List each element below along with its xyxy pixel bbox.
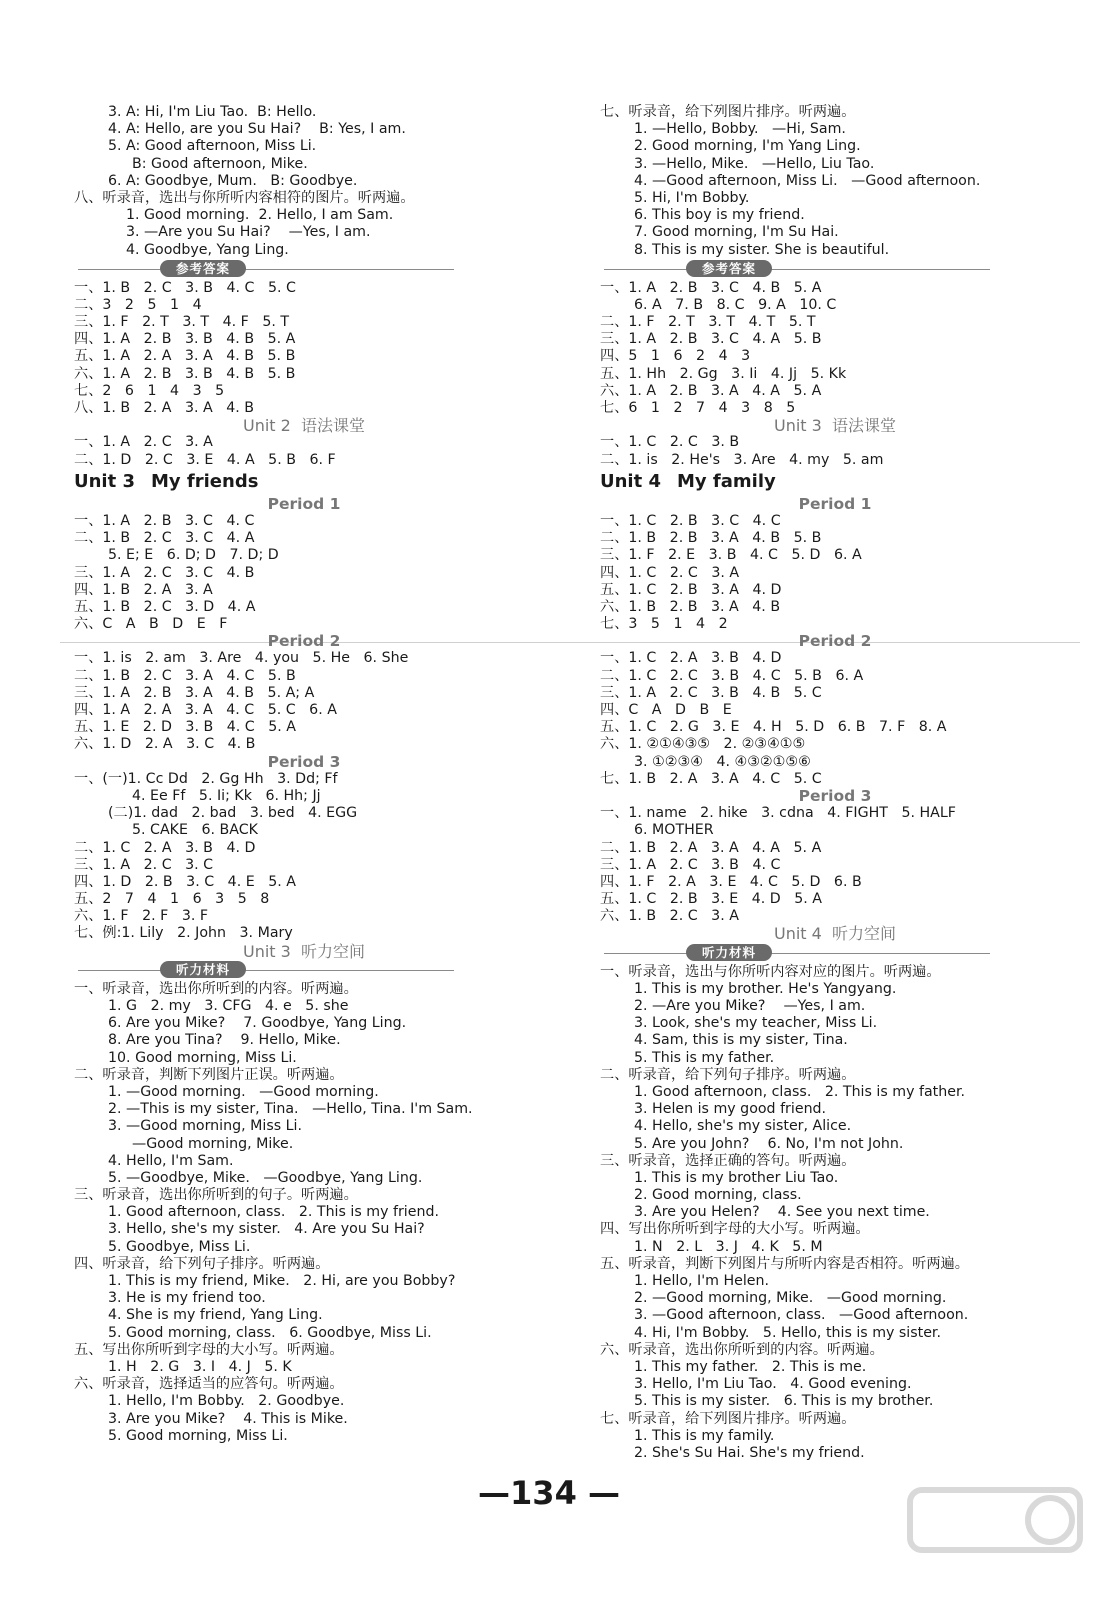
text-line: 2. Good morning, I'm Yang Ling. [634,138,861,155]
text-line: 一、1. name 2. hike 3. cdna 4. FIGHT 5. HALF [600,805,956,822]
text-line: 二、1. is 2. He's 3. Are 4. my 5. am [600,451,884,468]
text-line: 4. Hello, I'm Sam. [108,1152,234,1169]
text-line: 五、1. Hh 2. Gg 3. Ii 4. Jj 5. Kk [600,365,847,382]
text-line: 四、写出你所听到字母的大小写。听两遍。 [600,1221,870,1238]
text-line: 一、1. A 2. C 3. A [74,434,213,451]
section-banner [600,260,1070,279]
banner-rule [78,269,454,270]
text-line: 四、5 1 6 2 4 3 [600,348,751,365]
text-line: 二、听录音，给下列句子排序。听两遍。 [600,1066,856,1083]
text-line: 一、1. B 2. C 3. B 4. C 5. C [74,279,296,296]
text-line: 三、1. A 2. C 3. B 4. C [600,856,781,873]
text-line: 六、C A B D E F [74,616,228,633]
unit-number: Unit 4 [600,470,661,492]
section-subheading: Unit 3 语法课堂 [773,416,896,436]
text-line: 5. E; E 6. D; D 7. D; D [108,547,279,564]
text-line: 二、3 2 5 1 4 [74,296,202,313]
text-line: 三、1. F 2. E 3. B 4. C 5. D 6. A [600,547,862,564]
banner-label: 参考答案 [686,260,772,277]
text-line: 1. Good afternoon, class. 2. This is my friend. [108,1204,439,1221]
period-heading: Period 3 [267,752,341,771]
text-line: 四、1. A 2. B 3. B 4. B 5. A [74,331,296,348]
text-line: 1. This my father. 2. This is me. [634,1358,867,1375]
text-line: 1. Good afternoon, class. 2. This is my father. [634,1083,965,1100]
period-heading: Period 1 [267,494,341,513]
text-line: 三、1. A 2. B 3. A 4. B 5. A; A [74,684,315,701]
text-line: 二、1. F 2. T 3. T 4. T 5. T [600,314,816,331]
text-line: 3. Are you Helen? 4. See you next time. [634,1204,930,1221]
text-line: 3. Hello, I'm Liu Tao. 4. Good evening. [634,1376,912,1393]
text-line: 5. —Goodbye, Mike. —Goodbye, Yang Ling. [108,1169,423,1186]
section-subheading: Unit 3 听力空间 [242,941,365,961]
unit-title: My friends [151,470,259,492]
text-line: 七、3 5 1 4 2 [600,616,728,633]
text-line: 四、1. F 2. A 3. E 4. C 5. D 6. B [600,873,862,890]
text-line: 八、1. B 2. A 3. A 4. B [74,400,255,416]
text-line: 6. A: Goodbye, Mum. B: Goodbye. [108,172,358,189]
text-line: 一、1. C 2. B 3. C 4. C [600,512,781,529]
text-line: B: Good afternoon, Mike. [132,155,308,172]
text-line: 二、1. C 2. A 3. B 4. D [74,839,256,856]
text-line: —Good morning, Mike. [132,1135,294,1152]
text-line: 一、听录音，选出你所听到的内容。听两遍。 [74,980,358,997]
text-line: 5. Goodbye, Miss Li. [108,1238,251,1255]
text-line: 4. She is my friend, Yang Ling. [108,1307,323,1324]
text-line: 5. This is my father. [634,1049,775,1066]
section-banner [74,260,534,279]
text-line: 二、1. D 2. C 3. E 4. A 5. B 6. F [74,451,336,468]
period-heading: Period 1 [798,494,872,513]
text-line: 3. —Hello, Mike. —Hello, Liu Tao. [634,155,875,172]
text-line: 8. This is my sister. She is beautiful. [634,241,890,258]
banner-label: 听力材料 [160,961,246,978]
text-line: 二、1. B 2. A 3. A 4. A 5. A [600,839,822,856]
text-line: 6. A 7. B 8. C 9. A 10. C [634,296,837,313]
text-line: 一、1. C 2. A 3. B 4. D [600,650,782,667]
text-line: 1. N 2. L 3. J 4. K 5. M [634,1238,823,1255]
text-line: 六、1. D 2. A 3. C 4. B [74,736,256,753]
text-line: 1. H 2. G 3. I 4. J 5. K [108,1358,292,1375]
text-line: 五、写出你所听到字母的大小写。听两遍。 [74,1341,344,1358]
text-line: 六、1. A 2. B 3. B 4. B 5. B [74,365,296,382]
banner-rule [604,269,990,270]
text-line: 1. —Good morning. —Good morning. [108,1083,379,1100]
text-line: 五、1. E 2. D 3. B 4. C 5. A [74,719,296,736]
text-line: 四、1. B 2. A 3. A [74,581,213,598]
text-line: 二、听录音，判断下列图片正误。听两遍。 [74,1066,344,1083]
text-line: 二、1. B 2. C 3. A 4. C 5. B [74,667,296,684]
text-line: 六、1. B 2. C 3. A [600,908,739,925]
section-banner [600,944,1070,963]
text-line: 一、1. A 2. B 3. C 4. C [74,512,255,529]
unit-title: My family [677,470,776,492]
text-line: 七、2 6 1 4 3 5 [74,382,225,399]
text-line: 6. Are you Mike? 7. Goodbye, Yang Ling. [108,1015,407,1032]
text-line: 4. Hi, I'm Bobby. 5. Hello, this is my sister. [634,1324,941,1341]
text-line: 3. Hello, she's my sister. 4. Are you Su Hai? [108,1221,425,1238]
text-line: 七、听录音，给下列图片排序。听两遍。 [600,104,856,120]
text-line: 一、1. C 2. C 3. B [600,434,740,451]
text-line: 一、听录音，选出与你所听内容对应的图片。听两遍。 [600,963,941,980]
text-line: 6. This boy is my friend. [634,207,805,224]
text-line: 2. —Are you Mike? —Yes, I am. [634,998,866,1014]
text-line: 四、1. C 2. C 3. A [600,564,740,581]
text-line: 三、1. A 2. C 3. C [74,856,214,873]
period-heading: Period 3 [798,786,872,805]
text-line: 四、1. A 2. A 3. A 4. C 5. C 6. A [74,702,337,718]
text-line: 1. G 2. my 3. CFG 4. e 5. she [108,998,349,1014]
banner-label: 参考答案 [160,260,246,277]
section-subheading: Unit 4 听力空间 [773,924,896,944]
page-number: —134 — [478,1474,620,1512]
text-line: 六、1. ②①④③⑤ 2. ②③④①⑤ [600,736,806,753]
text-line: 4. A: Hello, are you Su Hai? B: Yes, I am. [108,121,406,138]
text-line: 1. This is my brother. He's Yangyang. [634,980,897,997]
text-line: 六、听录音，选出你所听到的内容。听两遍。 [600,1341,884,1358]
text-line: 4. Ee Ff 5. Ii; Kk 6. Hh; Jj [132,787,321,804]
text-line: 4. Hello, she's my sister, Alice. [634,1118,852,1135]
text-line: 2. —This is my sister, Tina. —Hello, Tina. I'm Sam. [108,1101,473,1118]
text-line: 四、听录音，给下列句子排序。听两遍。 [74,1255,330,1272]
text-line: 五、听录音，判断下列图片与所听内容是否相符。听两遍。 [600,1255,969,1272]
text-line: 3. Look, she's my teacher, Miss Li. [634,1015,878,1032]
text-line: 四、C A D B E [600,702,732,718]
text-line: 三、听录音，选出你所听到的句子。听两遍。 [74,1187,358,1204]
text-line: 五、1. A 2. A 3. A 4. B 5. B [74,348,296,365]
text-line: 五、1. B 2. C 3. D 4. A [74,598,256,615]
text-line: 六、1. A 2. B 3. A 4. A 5. A [600,382,822,399]
text-line: 六、1. B 2. B 3. A 4. B [600,598,781,615]
text-line: 五、2 7 4 1 6 3 5 8 [74,891,270,908]
text-line: 七、1. B 2. A 3. A 4. C 5. C [600,770,822,787]
text-line: 7. Good morning, I'm Su Hai. [634,224,839,241]
text-line: 5. Good morning, class. 6. Goodbye, Miss Li. [108,1324,432,1341]
text-line: 1. —Hello, Bobby. —Hi, Sam. [634,121,846,138]
text-line: 四、1. D 2. B 3. C 4. E 5. A [74,873,296,890]
text-line: 2. She's Su Hai. She's my friend. [634,1444,865,1461]
text-line: 1. Good morning. 2. Hello, I am Sam. [126,207,394,224]
text-line: 二、1. B 2. B 3. A 4. B 5. B [600,530,822,547]
text-line: 1. This is my brother Liu Tao. [634,1169,839,1186]
text-line: 5. Good morning, Miss Li. [108,1427,288,1444]
text-line: 5. A: Good afternoon, Miss Li. [108,138,317,155]
text-line: 1. This is my friend, Mike. 2. Hi, are you Bobby? [108,1273,456,1289]
text-line: 5. Are you John? 6. No, I'm not John. [634,1135,904,1152]
text-line: 二、1. B 2. C 3. C 4. A [74,530,255,547]
text-line: 八、听录音，选出与你所听内容相符的图片。听两遍。 [74,189,415,206]
section-subheading: Unit 2 语法课堂 [242,416,365,436]
text-line: 一、1. is 2. am 3. Are 4. you 5. He 6. She [74,650,409,667]
text-line: 6. MOTHER [634,822,714,839]
text-line: 三、听录音，选择正确的答句。听两遍。 [600,1152,856,1169]
left-column [74,104,534,1445]
text-line: 二、1. C 2. C 3. B 4. C 5. B 6. A [600,667,864,684]
period-heading: Period 2 [267,632,341,651]
text-line: 三、1. A 2. B 3. C 4. A 5. B [600,331,822,348]
section-banner [74,961,534,980]
banner-label: 听力材料 [686,944,772,961]
period-heading: Period 2 [798,632,872,651]
text-line: 4. Goodbye, Yang Ling. [126,241,289,258]
text-line: 8. Are you Tina? 9. Hello, Mike. [108,1032,341,1049]
text-line: 4. Sam, this is my sister, Tina. [634,1032,848,1049]
text-line: (二)1. dad 2. bad 3. bed 4. EGG [108,805,358,822]
text-line: 4. —Good afternoon, Miss Li. —Good afternoon. [634,172,981,189]
text-line: 2. Good morning, class. [634,1187,802,1204]
text-line: 3. ①②③④ 4. ④③②①⑤⑥ [634,753,811,770]
text-line: 七、听录音，给下列图片排序。听两遍。 [600,1410,856,1427]
text-line: 10. Good morning, Miss Li. [108,1049,297,1066]
text-line: 1. This is my family. [634,1427,775,1444]
text-line: 一、(一)1. Cc Dd 2. Gg Hh 3. Dd; Ff [74,770,338,787]
text-line: 3. —Good morning, Miss Li. [108,1118,302,1135]
text-line: 三、1. A 2. C 3. B 4. B 5. C [600,684,822,701]
text-line: 5. This is my sister. 6. This is my brother. [634,1393,934,1410]
text-line: 3. —Are you Su Hai? —Yes, I am. [126,224,371,241]
unit-number: Unit 3 [74,470,135,492]
text-line: 一、1. A 2. B 3. C 4. B 5. A [600,279,822,296]
text-line: 2. —Good morning, Mike. —Good morning. [634,1290,947,1307]
text-line: 3. Helen is my good friend. [634,1101,827,1118]
banner-rule [78,970,454,971]
text-line: 三、1. A 2. C 3. C 4. B [74,564,255,581]
right-column [600,104,1070,1462]
text-line: 五、1. C 2. B 3. A 4. D [600,581,782,598]
text-line: 1. Hello, I'm Bobby. 2. Goodbye. [108,1393,345,1410]
text-line: 七、6 1 2 7 4 3 8 5 [600,400,796,416]
text-line: 三、1. F 2. T 3. T 4. F 5. T [74,314,290,331]
text-line: 3. Are you Mike? 4. This is Mike. [108,1410,348,1427]
unit-heading [74,470,534,494]
unit-heading [600,470,1070,494]
text-line: 七、例:1. Lily 2. John 3. Mary [74,925,293,942]
text-line: 3. A: Hi, I'm Liu Tao. B: Hello. [108,104,317,120]
text-line: 1. Hello, I'm Helen. [634,1273,770,1289]
banner-rule [604,953,990,954]
text-line: 3. —Good afternoon, class. —Good afternoon. [634,1307,969,1324]
watermark-logo [900,1480,1090,1590]
text-line: 五、1. C 2. B 3. E 4. D 5. A [600,891,822,908]
text-line: 5. Hi, I'm Bobby. [634,189,750,206]
text-line: 六、听录音，选择适当的应答句。听两遍。 [74,1376,344,1393]
text-line: 五、1. C 2. G 3. E 4. H 5. D 6. B 7. F 8. A [600,719,947,736]
text-line: 六、1. F 2. F 3. F [74,908,209,925]
text-line: 5. CAKE 6. BACK [132,822,258,839]
text-line: 3. He is my friend too. [108,1290,266,1307]
